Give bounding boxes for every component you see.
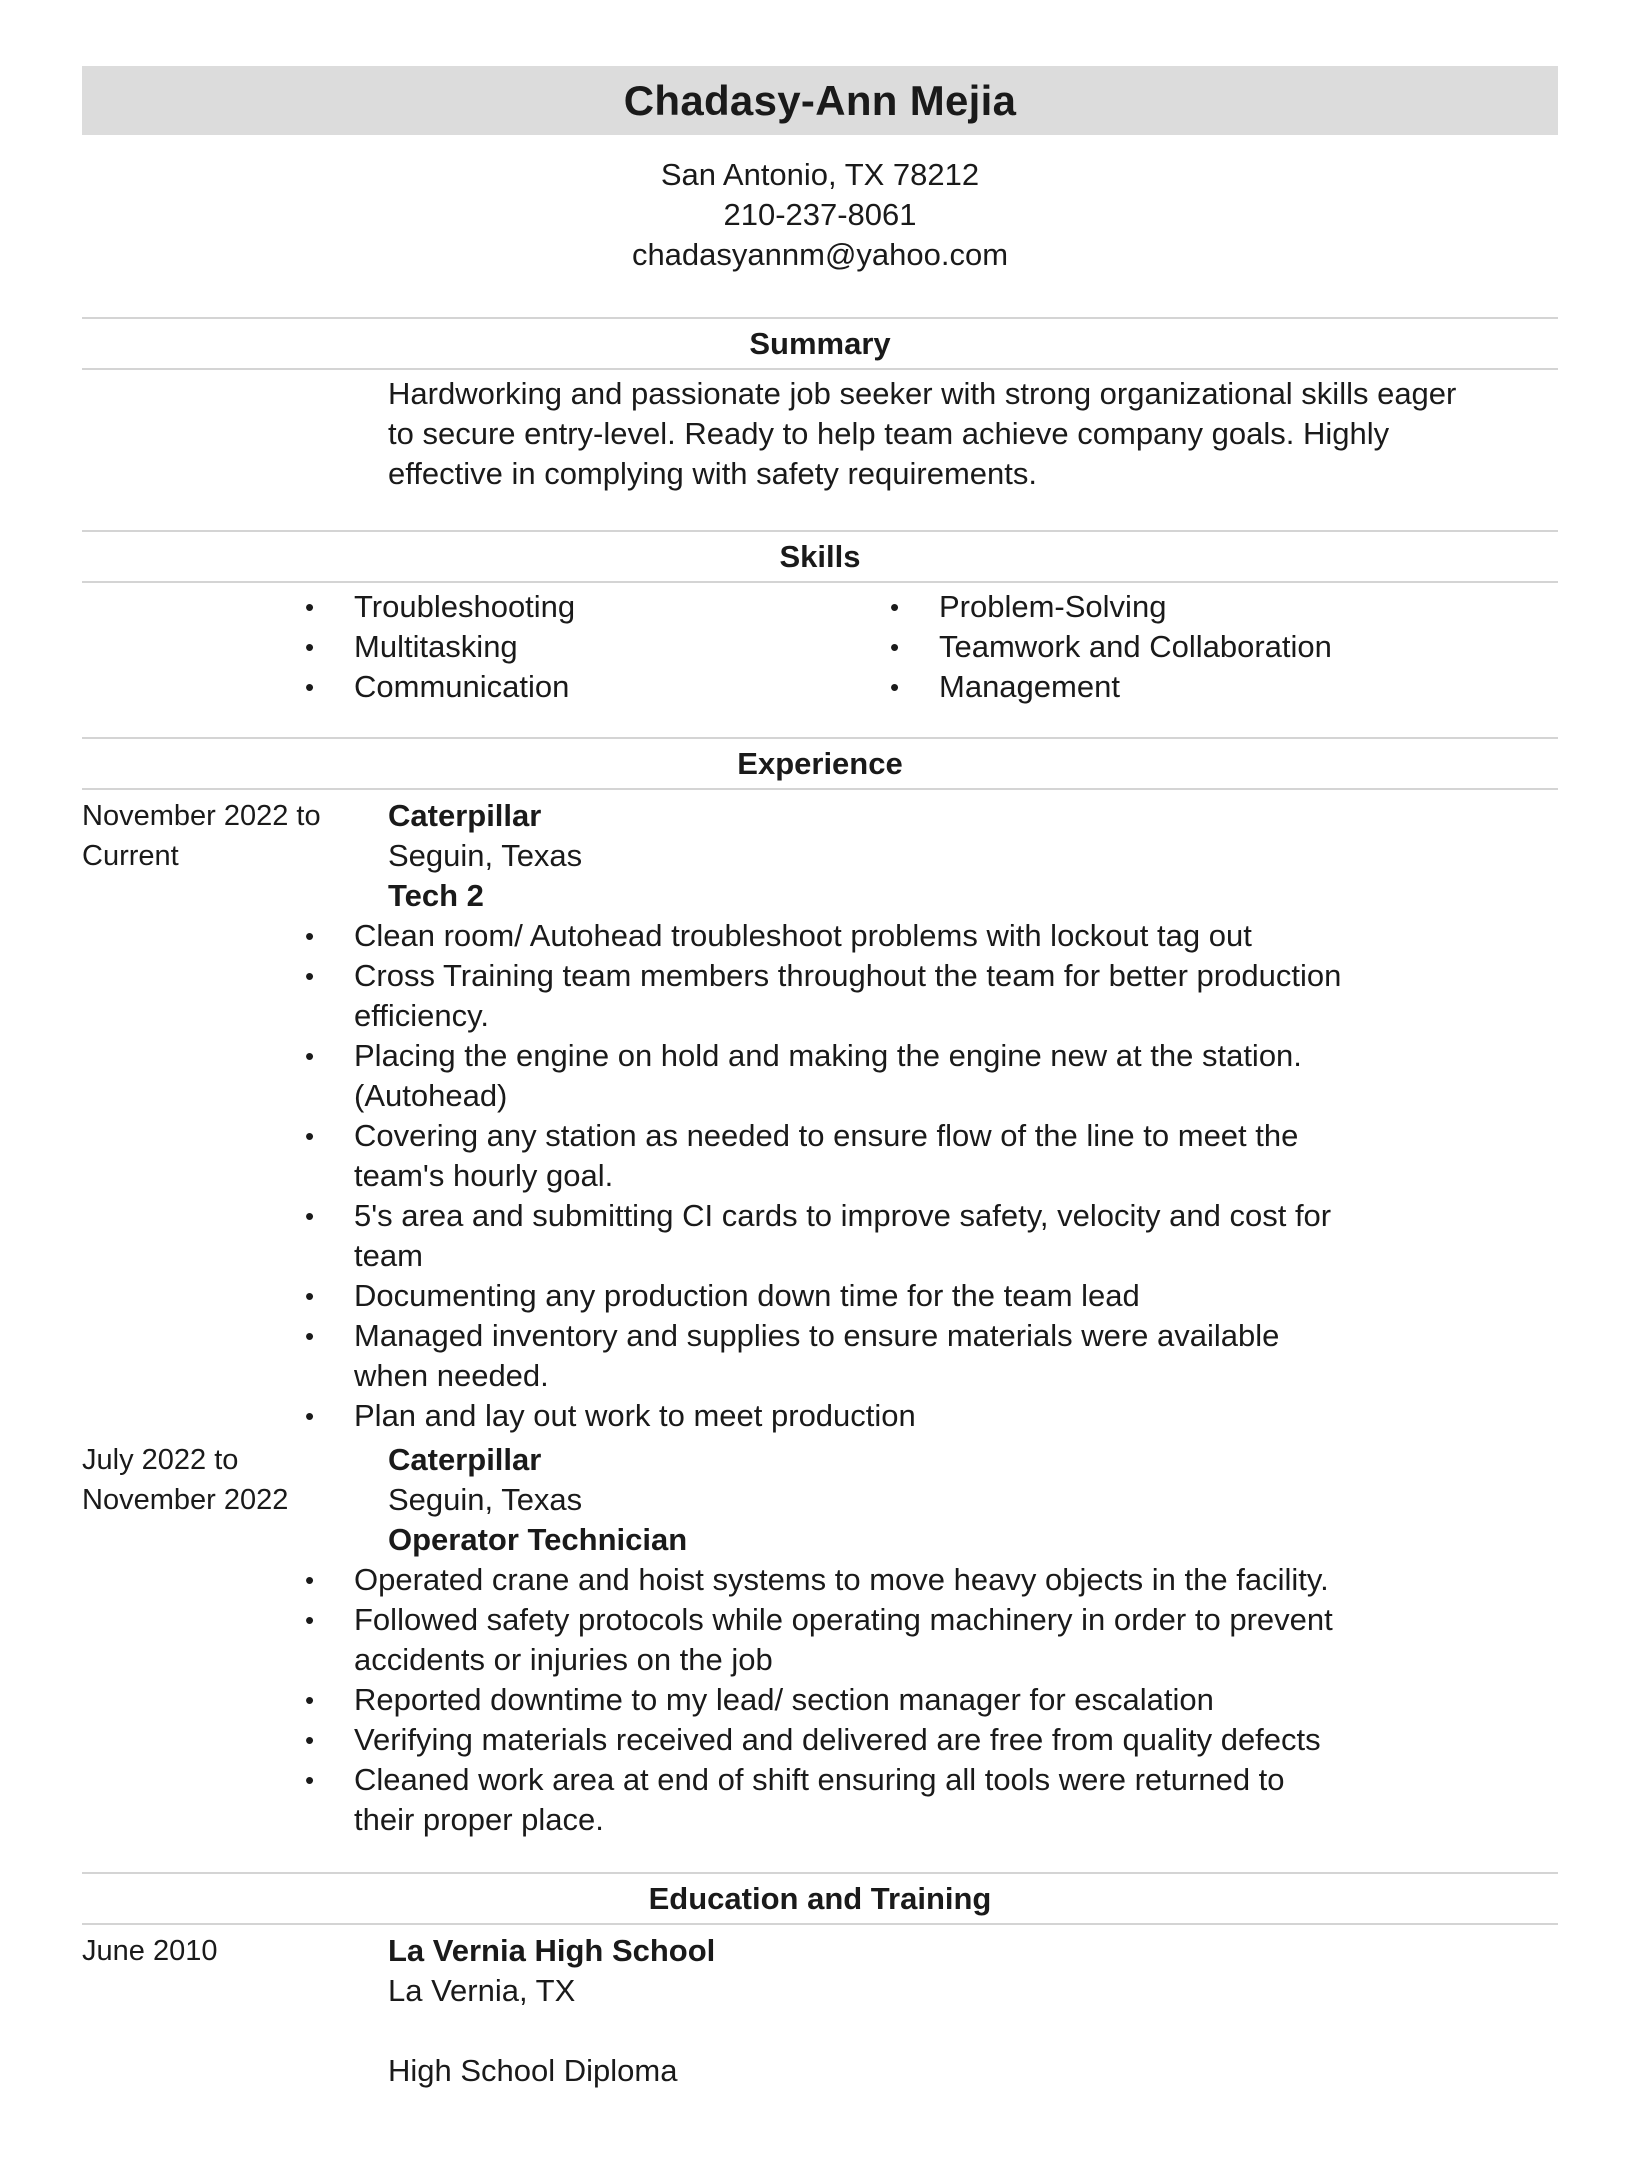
duty-item: • Operated crane and hoist systems to move heavy objects in the facility. [305,1562,1329,1597]
contact-block [82,155,1558,275]
duty-item: • Cross Training team members throughout the team for better production efficiency. [305,958,1342,1033]
school-name: La Vernia High School [388,1933,716,1968]
summary-line: Hardworking and passionate job seeker with strong organizational skills eager [388,376,1457,411]
school-location: La Vernia, TX [388,1973,576,2008]
skills-section [82,583,1558,707]
duty-item: • Documenting any production down time for the team lead [305,1278,1140,1313]
skill-item: • Teamwork and Collaboration [890,629,1332,664]
section-heading-education: Education and Training [82,1872,1558,1925]
duty-item: • Reported downtime to my lead/ section manager for escalation [305,1682,1214,1717]
duty-item: • Covering any station as needed to ensure flow of the line to meet the team's hourly goal. [305,1118,1299,1193]
summary-text [388,374,1558,494]
duty-item: • Clean room/ Autohead troubleshoot problems with lockout tag out [305,918,1252,953]
section-heading-skills: Skills [82,530,1558,583]
company-name: Caterpillar [388,798,542,833]
duty-item: • 5's area and submitting CI cards to improve safety, velocity and cost for team [305,1198,1332,1273]
skill-item: • Troubleshooting [305,589,576,624]
duty-item: • Followed safety protocols while operating machinery in order to prevent accidents or injuries on the job [305,1602,1333,1677]
skill-item: • Communication [305,669,570,704]
address: San Antonio, TX 78212 [660,157,980,192]
degree: High School Diploma [388,2053,678,2088]
date-line: November 2022 [82,1484,289,1516]
job-duties [258,1560,1558,1840]
skills-list-right [843,587,1428,707]
date-line: Current [82,840,179,872]
duty-item: • Plan and lay out work to meet production [305,1398,916,1433]
job-title: Tech 2 [388,878,484,913]
summary-section [82,374,1558,494]
resume-page [82,66,1558,2091]
date-line: November 2022 to [82,800,321,832]
email: chadasyannm@yahoo.com [631,237,1009,272]
job-duties [258,916,1558,1436]
skill-item: • Problem-Solving [890,589,1167,624]
summary-line: to secure entry-level. Ready to help team achieve company goals. Highly [388,416,1390,451]
candidate-name: Chadasy-Ann Mejia [623,76,1017,124]
job-location: Seguin, Texas [388,838,583,873]
education-date: June 2010 [82,1935,218,1967]
section-heading-summary: Summary [82,317,1558,370]
date-line: July 2022 to [82,1444,239,1476]
duty-item: • Verifying materials received and delivered are free from quality defects [305,1722,1321,1757]
section-heading-experience: Experience [82,737,1558,790]
duty-item: • Managed inventory and supplies to ensure materials were available when needed. [305,1318,1280,1393]
job-location: Seguin, Texas [388,1482,583,1517]
company-name: Caterpillar [388,1442,542,1477]
duty-item: • Placing the engine on hold and making the engine new at the station. (Autohead) [305,1038,1302,1113]
job-entry [82,1440,1558,1840]
summary-line: effective in complying with safety requirements. [388,456,1038,491]
job-title: Operator Technician [388,1522,688,1557]
name-banner [82,66,1558,135]
phone: 210-237-8061 [723,197,917,232]
skills-list-left [258,587,843,707]
education-entry [82,1931,1558,2091]
skill-item: • Multitasking [305,629,518,664]
duty-item: • Cleaned work area at end of shift ensuring all tools were returned to their proper place. [305,1762,1285,1837]
skill-item: • Management [890,669,1120,704]
job-entry [82,796,1558,1436]
